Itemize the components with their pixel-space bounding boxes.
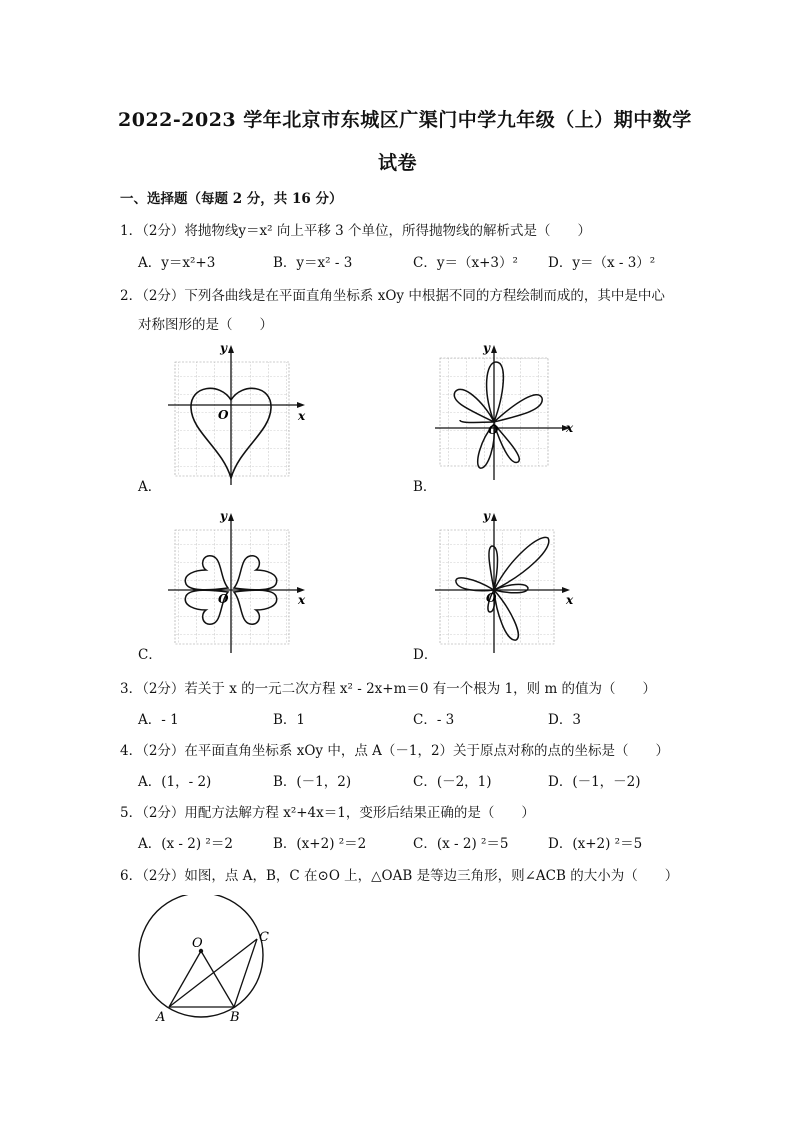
question-4-option-b: B．(－1，2): [273, 774, 352, 790]
question-5-option-b: B．(x+2) ²＝2: [273, 836, 367, 852]
circle-triangle-figure: [130, 895, 290, 1035]
y-label: y: [483, 341, 490, 355]
y-label: y: [220, 341, 227, 355]
question-3-option-a: A．- 1: [138, 712, 179, 728]
question-5-stem: 5．（2分）用配方法解方程 x²+4x＝1，变形后结果正确的是（ ）: [120, 805, 535, 821]
question-2-option-c: C．: [138, 647, 162, 663]
question-3-option-b: B．1: [273, 712, 306, 728]
x-label: x: [298, 409, 306, 423]
question-5-option-a: A．(x - 2) ²＝2: [138, 836, 233, 852]
point-o-label: O: [192, 936, 203, 951]
point-a-label: A: [156, 1010, 166, 1025]
origin-label: O: [218, 592, 229, 606]
circle-o: [139, 895, 263, 1017]
question-2-stem: 2．（2分）下列各曲线是在平面直角坐标系 xOy 中根据不同的方程绘制而成的，其中是中心: [120, 288, 665, 304]
question-1-option-a: A．y＝x²+3: [138, 255, 216, 271]
question-1-stem: 1．（2分）将抛物线y＝x² 向上平移 3 个单位，所得抛物线的解析式是（ ）: [120, 223, 592, 239]
question-3-option-c: C．- 3: [413, 712, 455, 728]
question-2-option-b: B．: [413, 479, 437, 495]
question-1-option-c: C．y＝（x+3）²: [413, 255, 518, 271]
x-label: x: [566, 421, 574, 435]
question-4-option-a: A．(1，- 2): [138, 774, 212, 790]
section-heading: 一、选择题（每题 2 分，共 16 分）: [120, 191, 343, 207]
x-label: x: [298, 593, 306, 607]
y-label: y: [483, 509, 490, 523]
question-2-option-d: D．: [413, 647, 438, 663]
x-label: x: [566, 593, 574, 607]
question-4-stem: 4．（2分）在平面直角坐标系 xOy 中，点 A（－1，2）关于原点对称的点的坐标是（ ）: [120, 743, 670, 759]
question-5-option-c: C．(x - 2) ²＝5: [413, 836, 509, 852]
graph-b-petals: [430, 340, 580, 490]
question-3-stem: 3．（2分）若关于 x 的一元二次方程 x² - 2x+m＝0 有一个根为 1，则 m 的值为（ ）: [120, 681, 657, 697]
graph-d-leaves: [430, 508, 580, 658]
question-2-stem-line2: 对称图形的是（ ）: [138, 317, 273, 333]
graph-c-four-hearts: [160, 508, 310, 658]
question-4-option-c: C．(－2，1): [413, 774, 492, 790]
question-2-option-a: A．: [138, 479, 162, 495]
question-6-stem: 6．（2分）如图，点 A，B，C 在⊙O 上，△OAB 是等边三角形，则∠ACB 的大小为（ ）: [120, 868, 679, 884]
point-c-label: C: [259, 930, 269, 945]
page-title-continued: 试卷: [378, 152, 418, 174]
point-b-label: B: [230, 1010, 240, 1025]
question-1-option-d: D．y＝（x - 3）²: [548, 255, 656, 271]
origin-label: O: [218, 408, 229, 422]
origin-label: O: [488, 423, 499, 437]
question-1-option-b: B．y＝x² - 3: [273, 255, 353, 271]
question-3-option-d: D．3: [548, 712, 581, 728]
question-5-option-d: D．(x+2) ²＝5: [548, 836, 643, 852]
page-title: 2022-2023 学年北京市东城区广渠门中学九年级（上）期中数学: [118, 109, 692, 131]
graph-a-heart: [160, 340, 310, 490]
origin-label: O: [486, 591, 497, 605]
y-label: y: [220, 509, 227, 523]
question-4-option-d: D．(－1，－2): [548, 774, 641, 790]
